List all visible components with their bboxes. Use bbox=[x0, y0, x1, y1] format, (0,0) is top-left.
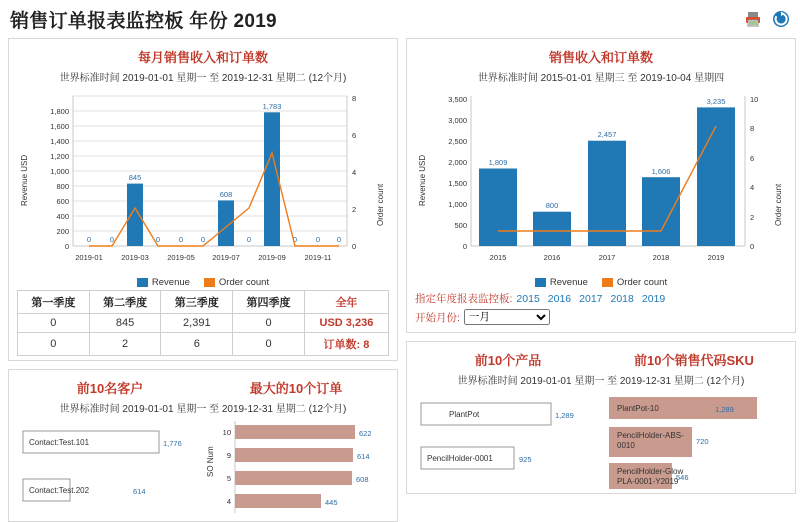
page-header bbox=[0, 0, 800, 38]
panel-title-top-products: 前10个产品 bbox=[474, 353, 542, 368]
year-link-2016[interactable]: 2016 bbox=[547, 292, 572, 305]
year-selector-label: 指定年度报表监控板: bbox=[415, 293, 513, 305]
bar-label-sku-2b: 0010 bbox=[617, 441, 635, 450]
bars-top-skus bbox=[609, 397, 757, 489]
svg-text:1,000: 1,000 bbox=[50, 167, 69, 176]
svg-text:200: 200 bbox=[56, 227, 69, 236]
bar-label-customer-1: Contact:Test.101 bbox=[29, 438, 90, 447]
cell-q3-revenue: 2,391 bbox=[161, 314, 233, 333]
svg-text:2019: 2019 bbox=[707, 253, 725, 262]
bar-label-product-2: PencilHolder-0001 bbox=[427, 454, 493, 463]
panel-title-monthly: 每月销售收入和订单数 bbox=[137, 50, 268, 65]
svg-text:0: 0 bbox=[292, 235, 298, 244]
svg-text:1,600: 1,600 bbox=[50, 122, 69, 131]
svg-text:0: 0 bbox=[336, 235, 342, 244]
bars-top-products bbox=[421, 403, 574, 469]
bar-value-product-1: 1,289 bbox=[555, 411, 574, 420]
svg-text:800: 800 bbox=[56, 182, 69, 191]
bar-label-sku-3b: PLA-0001-Y2019 bbox=[617, 477, 679, 486]
bar-value-order-5: 608 bbox=[356, 475, 369, 484]
svg-text:2015: 2015 bbox=[489, 253, 507, 262]
col-q4: 第四季度 bbox=[233, 291, 305, 314]
svg-text:600: 600 bbox=[56, 197, 69, 206]
svg-text:3,500: 3,500 bbox=[448, 95, 467, 104]
y-tick-labels-right-yearly bbox=[750, 95, 758, 251]
refresh-icon[interactable] bbox=[772, 10, 790, 28]
bars-top-orders bbox=[206, 421, 372, 513]
cell-q4-revenue: 0 bbox=[233, 314, 305, 333]
legend-swatch-revenue bbox=[137, 278, 148, 287]
gridlines bbox=[73, 96, 347, 246]
svg-text:2019-01: 2019-01 bbox=[75, 253, 103, 262]
svg-text:500: 500 bbox=[454, 221, 467, 230]
panel-top-customers-orders bbox=[8, 369, 398, 522]
y-axis-label-right-yearly: Order count bbox=[774, 183, 783, 226]
year-link-2019[interactable]: 2019 bbox=[641, 292, 666, 305]
col-q3: 第三季度 bbox=[161, 291, 233, 314]
year-link-2015[interactable]: 2015 bbox=[516, 292, 540, 305]
table-row bbox=[18, 314, 389, 333]
panel-monthly-revenue bbox=[8, 38, 398, 361]
bottom-right-titles bbox=[415, 348, 787, 372]
bar-value-order-9: 614 bbox=[357, 452, 370, 461]
dashboard-controls bbox=[415, 291, 787, 325]
svg-text:6: 6 bbox=[352, 131, 357, 140]
table-header-row bbox=[18, 291, 389, 314]
panel-title-top-skus: 前10个销售代码SKU bbox=[634, 353, 754, 368]
svg-text:8: 8 bbox=[750, 124, 755, 133]
y-tick-order-10: 10 bbox=[222, 428, 231, 437]
cell-q3-orders: 6 bbox=[161, 333, 233, 356]
svg-text:1,200: 1,200 bbox=[50, 152, 69, 161]
svg-text:4: 4 bbox=[352, 168, 357, 177]
bar-label-customer-2: Contact:Test.202 bbox=[29, 486, 90, 495]
svg-text:3,000: 3,000 bbox=[448, 116, 467, 125]
bars-top-customers bbox=[23, 431, 182, 501]
svg-text:2016: 2016 bbox=[543, 253, 561, 262]
chart-top-customers-orders[interactable] bbox=[17, 417, 389, 517]
bar-label-product-1: PlantPot bbox=[449, 410, 480, 419]
legend-swatch-revenue-yearly bbox=[535, 278, 546, 287]
year-link-2018[interactable]: 2018 bbox=[610, 292, 634, 305]
legend-item-order-count[interactable] bbox=[204, 277, 269, 288]
cell-q1-orders: 0 bbox=[18, 333, 90, 356]
svg-text:0: 0 bbox=[246, 235, 252, 244]
y-axis-label-left-yearly: Revenue USD bbox=[418, 154, 427, 206]
svg-text:2019-09: 2019-09 bbox=[258, 253, 286, 262]
year-selector-row bbox=[415, 291, 787, 306]
svg-text:2019-11: 2019-11 bbox=[304, 253, 332, 262]
legend-swatch-order-count bbox=[204, 278, 215, 287]
svg-text:2,500: 2,500 bbox=[448, 137, 467, 146]
panel-subtitle-top-customers: 世界标准时间 2019-01-01 星期一 至 2019-12-31 星期二 (12个月) bbox=[59, 404, 347, 415]
legend-label-order-count: Order count bbox=[218, 277, 270, 288]
panel-subtitle-yearly: 世界标准时间 2015-01-01 星期三 至 2019-10-04 星期四 bbox=[477, 73, 725, 84]
month-selector-label: 开始月份: bbox=[415, 311, 460, 324]
svg-text:0: 0 bbox=[155, 235, 161, 244]
svg-text:0: 0 bbox=[352, 242, 357, 251]
y-axis-label-left: Revenue USD bbox=[20, 154, 29, 206]
bars-revenue bbox=[127, 112, 280, 246]
svg-text:0: 0 bbox=[178, 235, 184, 244]
cell-q4-orders: 0 bbox=[233, 333, 305, 356]
bar-value-customer-1: 1,776 bbox=[163, 439, 182, 448]
bar-value-labels bbox=[87, 102, 341, 244]
svg-text:6: 6 bbox=[750, 154, 755, 163]
svg-text:10: 10 bbox=[750, 95, 759, 104]
legend-yearly bbox=[415, 277, 787, 288]
panel-title-top-orders: 最大的10个订单 bbox=[249, 381, 343, 396]
svg-text:3,235: 3,235 bbox=[706, 97, 726, 106]
y-tick-labels-left-yearly bbox=[448, 95, 467, 251]
svg-text:8: 8 bbox=[352, 94, 357, 103]
svg-text:0: 0 bbox=[315, 235, 321, 244]
table-row bbox=[18, 333, 389, 356]
svg-text:1,000: 1,000 bbox=[448, 200, 467, 209]
svg-text:2019-05: 2019-05 bbox=[167, 253, 195, 262]
bar-value-sku-1: 1,289 bbox=[715, 405, 734, 414]
y-tick-order-5: 5 bbox=[226, 474, 231, 483]
svg-text:1,400: 1,400 bbox=[50, 137, 69, 146]
panel-top-products-skus bbox=[406, 341, 796, 494]
svg-text:800: 800 bbox=[545, 201, 559, 210]
svg-text:0: 0 bbox=[200, 235, 206, 244]
chart-top-products-skus[interactable] bbox=[415, 389, 787, 489]
panel-subtitle-monthly: 世界标准时间 2019-01-01 星期一 至 2019-12-31 星期二 (12个月) bbox=[59, 73, 347, 84]
svg-text:2: 2 bbox=[352, 205, 357, 214]
y-tick-order-4: 4 bbox=[226, 497, 231, 506]
svg-text:2: 2 bbox=[750, 213, 755, 222]
svg-text:2019-03: 2019-03 bbox=[121, 253, 149, 262]
svg-text:1,783: 1,783 bbox=[262, 102, 282, 111]
bar-value-product-2: 925 bbox=[519, 455, 532, 464]
legend-item-revenue[interactable] bbox=[137, 277, 190, 288]
legend-monthly bbox=[17, 277, 389, 288]
svg-text:2,000: 2,000 bbox=[448, 158, 467, 167]
cell-q1-revenue: 0 bbox=[18, 314, 90, 333]
y-tick-order-9: 9 bbox=[226, 451, 231, 460]
bar-value-sku-3: 546 bbox=[676, 473, 689, 482]
x-tick-labels-yearly bbox=[490, 253, 725, 262]
cell-total-orders: 订单数: 8 bbox=[304, 333, 388, 356]
start-month-select[interactable] bbox=[464, 309, 550, 325]
legend-label-order-count-yearly: Order count bbox=[616, 277, 668, 288]
svg-text:0: 0 bbox=[462, 242, 467, 251]
quarter-summary-table bbox=[17, 290, 389, 356]
svg-text:400: 400 bbox=[56, 212, 69, 221]
bar-label-sku-3a: PencilHolder-Glow bbox=[617, 467, 684, 476]
svg-text:4: 4 bbox=[750, 183, 755, 192]
bars-revenue-yearly bbox=[479, 107, 735, 246]
y-tick-labels-left bbox=[50, 107, 69, 251]
y-axis-label-right: Order count bbox=[376, 183, 385, 226]
cell-q2-revenue: 845 bbox=[89, 314, 161, 333]
cell-total-revenue: USD 3,236 bbox=[304, 314, 388, 333]
header-icon-group bbox=[744, 10, 790, 28]
col-year: 全年 bbox=[304, 291, 388, 314]
legend-swatch-order-count-yearly bbox=[602, 278, 613, 287]
legend-label-revenue-yearly: Revenue bbox=[549, 277, 588, 288]
legend-item-revenue-yearly[interactable] bbox=[535, 277, 588, 288]
bar-value-order-4: 445 bbox=[325, 498, 338, 507]
bar-label-sku-1: PlantPot-10 bbox=[617, 404, 659, 413]
bar-value-customer-2: 614 bbox=[133, 487, 146, 496]
panel-subtitle-top-products: 世界标准时间 2019-01-01 星期一 至 2019-12-31 星期二 (12个月) bbox=[457, 376, 745, 387]
printer-icon[interactable] bbox=[744, 10, 762, 28]
chart-yearly-revenue-orders[interactable] bbox=[415, 86, 787, 276]
svg-text:1,809: 1,809 bbox=[488, 158, 508, 167]
year-link-2017[interactable]: 2017 bbox=[579, 292, 603, 305]
y-tick-labels-right bbox=[352, 94, 356, 251]
svg-text:0: 0 bbox=[109, 235, 115, 244]
panel-yearly-revenue bbox=[406, 38, 796, 333]
right-column bbox=[406, 38, 796, 522]
svg-text:1,500: 1,500 bbox=[448, 179, 467, 188]
y-axis-label-so-num: SO Num bbox=[206, 446, 215, 477]
svg-text:2018: 2018 bbox=[652, 253, 670, 262]
cell-q2-orders: 2 bbox=[89, 333, 161, 356]
panel-title-yearly: 销售收入和订单数 bbox=[548, 50, 653, 65]
svg-text:2,457: 2,457 bbox=[597, 130, 617, 139]
svg-text:0: 0 bbox=[86, 235, 92, 244]
svg-text:845: 845 bbox=[128, 173, 142, 182]
svg-text:2017: 2017 bbox=[598, 253, 616, 262]
svg-text:608: 608 bbox=[219, 190, 233, 199]
svg-text:0: 0 bbox=[64, 242, 69, 251]
left-column bbox=[8, 38, 398, 522]
svg-text:0: 0 bbox=[750, 242, 755, 251]
chart-monthly-revenue-orders[interactable] bbox=[17, 86, 389, 276]
bottom-left-titles bbox=[17, 376, 389, 400]
legend-label-revenue: Revenue bbox=[151, 277, 190, 288]
legend-item-order-count-yearly[interactable] bbox=[602, 277, 667, 288]
page-title: 销售订单报表监控板 年份 2019 bbox=[10, 10, 277, 32]
month-selector-row bbox=[415, 309, 787, 325]
dashboard-columns bbox=[0, 38, 800, 522]
bar-value-order-10: 622 bbox=[359, 429, 372, 438]
svg-text:2019-07: 2019-07 bbox=[212, 253, 240, 262]
bar-value-sku-2: 720 bbox=[696, 437, 709, 446]
line-order-count bbox=[86, 153, 342, 246]
svg-text:1,800: 1,800 bbox=[50, 107, 69, 116]
svg-text:1,606: 1,606 bbox=[651, 167, 671, 176]
panel-title-top-customers: 前10名客户 bbox=[76, 381, 144, 396]
bar-label-sku-2a: PencilHolder-ABS- bbox=[617, 431, 684, 440]
col-q1: 第一季度 bbox=[18, 291, 90, 314]
x-tick-labels bbox=[75, 253, 331, 262]
col-q2: 第二季度 bbox=[89, 291, 161, 314]
